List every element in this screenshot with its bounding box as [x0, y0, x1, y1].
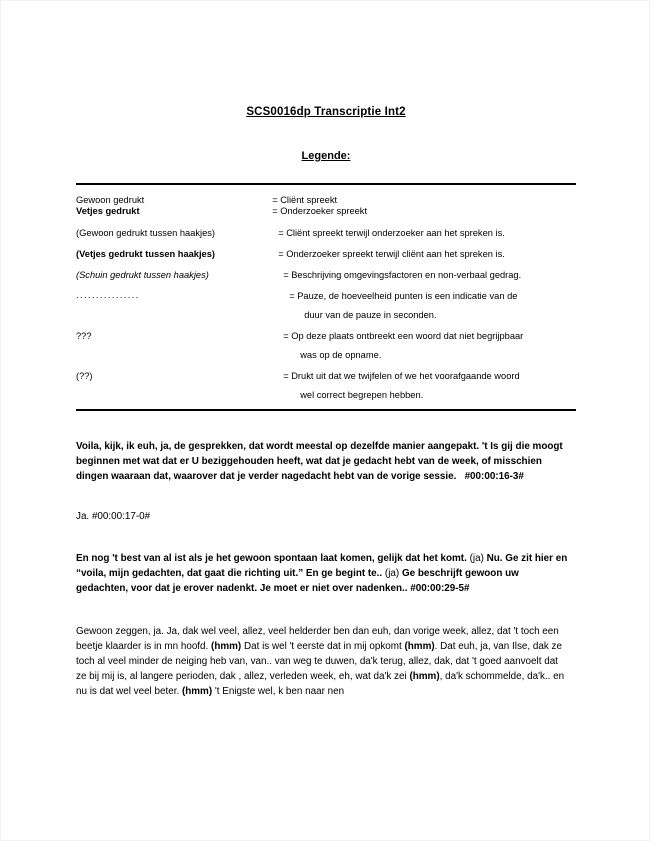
transcript-text: 't Enigste wel, k ben naar nen	[214, 686, 345, 698]
transcript-text: Gewoon zeggen, ja. Ja, dak wel veel, allez, veel helderder ben dan euh, dan vorige week, allez, dat 't toch een beetje klaarder is in mn hoofd.	[76, 626, 559, 653]
legend-definition-line-2: was op de opname.	[300, 350, 382, 360]
transcript-interjection: (hmm)	[409, 671, 440, 683]
legend-term: Gewoon gedrukt	[76, 195, 145, 205]
legend-heading: Legende:	[301, 150, 351, 162]
legend-table	[76, 196, 576, 401]
legend-term-pause	[76, 281, 272, 321]
transcript-text: Dat is wel 't eerste dat in mij opkomt	[243, 641, 402, 653]
legend-definition	[272, 206, 576, 217]
legend-definition-line: = Cliënt spreekt terwijl onderzoeker aan het spreken is.	[278, 227, 505, 238]
transcript-text: , da'k schommelde, da'k.. en nu is dat wel veel beter.	[76, 671, 565, 698]
legend-row	[76, 361, 576, 401]
legend-definition-line: = Drukt uit dat we twijfelen of we het voorafgaande woord	[283, 371, 520, 382]
legend-row	[76, 260, 576, 281]
legend-definition-line-2: wel correct begrepen hebben.	[300, 390, 424, 400]
transcript-paragraph-client-1	[76, 509, 571, 524]
legend-definition-line: = Pauze, de hoeveelheid punten is een indicatie van de	[289, 291, 518, 302]
legend-top-divider	[76, 183, 576, 185]
transcript-text: Voila, kijk, ik euh, ja, de gesprekken, dat wordt meestal op dezelfde manier aangepakt. 't Is gij die moogt beginnen met wat dat er U beziggehouden heeft, wat dat je gedacht hebt van de week, of misschien dingen waaraan dat, waarover dat je verder nagedacht hebt van de vorige sessie.	[76, 440, 563, 482]
transcript-timestamp: #00:00:29-5#	[410, 583, 470, 595]
legend-definition	[272, 361, 576, 401]
legend-term: (Gewoon gedrukt tussen haakjes)	[76, 227, 216, 238]
legend-definition	[272, 238, 576, 259]
legend-row	[76, 206, 576, 217]
legend-row	[76, 281, 576, 321]
transcript-text: . Dat euh, ja, van Ilse, dak ze toch al veel minder de neiging heb van, van.. van weg te duwen, da'k terug, allez, dak, dat 't goed aanvoelt dat ze bij mij is, al langere perioden, dak , allez, verleden week, eh, wat da'k zei	[76, 641, 562, 683]
transcript-interjection: (hmm)	[181, 686, 213, 698]
transcript-paragraph-client-2	[76, 624, 571, 699]
transcript-text: En nog 't best van al ist als je het gewoon spontaan laat komen, gelijk dat het komt.	[76, 552, 467, 564]
legend-term: (??)	[76, 371, 93, 382]
legend-term: (Schuin gedrukt tussen haakjes)	[76, 270, 209, 280]
legend-row	[76, 238, 576, 259]
legend-definition	[272, 281, 576, 321]
legend-term: Vetjes gedrukt	[76, 206, 140, 217]
legend-term: (Vetjes gedrukt tussen haakjes)	[76, 248, 215, 259]
transcript-text: Ja.	[76, 510, 90, 522]
transcript-interjection: (ja)	[469, 552, 484, 564]
legend-definition	[272, 260, 576, 281]
legend-definition-line: = Onderzoeker spreekt terwijl cliënt aan het spreken is.	[278, 248, 505, 259]
transcript-interjection: (hmm)	[211, 641, 242, 653]
legend-definition	[272, 321, 576, 361]
legend-bottom-divider	[76, 409, 576, 411]
legend-definition-line: = Cliënt spreekt	[272, 195, 338, 205]
legend-definition-line-2: duur van de pauze in seconden.	[304, 310, 437, 320]
transcript-interjection: (ja)	[384, 567, 400, 579]
page-title: SCS0016dp Transcriptie Int2	[246, 106, 406, 118]
legend-term: ???	[76, 331, 92, 342]
pause-dots: ................	[76, 290, 140, 301]
transcript-interjection: (hmm)	[404, 641, 435, 653]
transcript-timestamp: #00:00:16-3#	[464, 470, 524, 482]
legend-row	[76, 196, 576, 206]
transcript-paragraph-interviewer-2	[76, 551, 571, 596]
legend-row	[76, 321, 576, 361]
legend-row	[76, 217, 576, 238]
transcript-paragraph-interviewer-1	[76, 439, 571, 484]
legend-definition-line: = Op deze plaats ontbreekt een woord dat niet begrijpbaar	[283, 331, 524, 342]
transcript-timestamp: #00:00:17-0#	[91, 510, 151, 522]
legend-definition	[272, 217, 576, 238]
legend-definition-line: = Beschrijving omgevingsfactoren en non-verbaal gedrag.	[283, 270, 522, 280]
transcript-body	[76, 439, 576, 700]
legend-definition-line: = Onderzoeker spreekt	[272, 206, 368, 217]
legend-definition	[272, 196, 576, 206]
transcript-text: Nu. Ge zit hier en “voila, mijn gedachten, dat gaat die richting uit.” En ge begint te..	[76, 552, 568, 579]
transcript-text: Ge beschrijft gewoon uw gedachten, voor dat je erover nadenkt. Je moet er niet over nadenken..	[76, 567, 519, 595]
page-content	[76, 1, 576, 699]
